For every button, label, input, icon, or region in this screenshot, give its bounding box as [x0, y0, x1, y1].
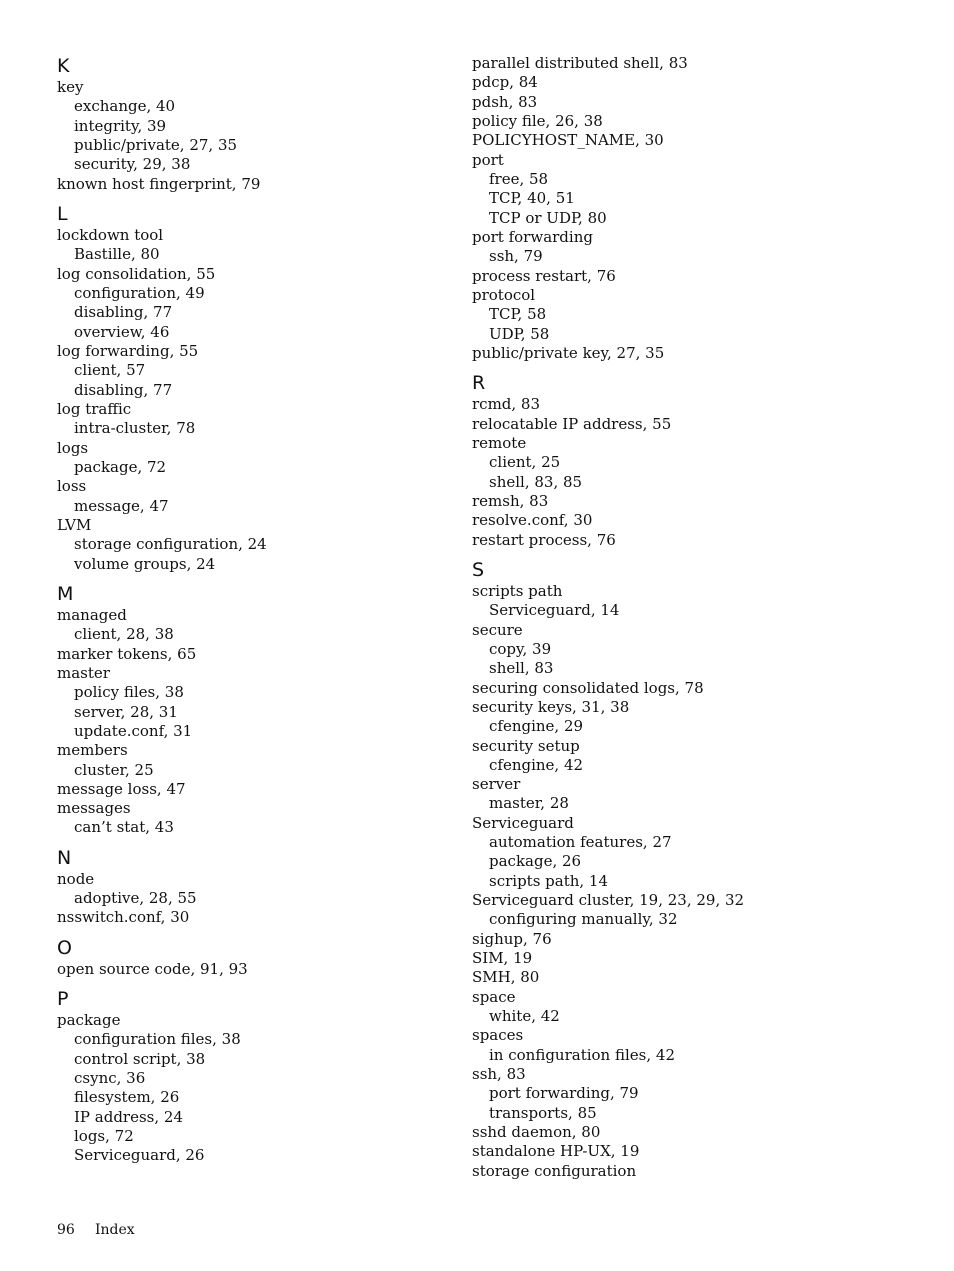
index-subentry: control script, 38: [74, 1049, 206, 1068]
section-letter: O: [57, 936, 72, 959]
index-subentry: overview, 46: [74, 322, 170, 341]
index-entry: storage configuration: [472, 1161, 637, 1180]
index-subentry: server, 28, 31: [74, 702, 178, 721]
index-entry: known host fingerprint, 79: [57, 174, 261, 193]
index-entry: lockdown tool: [57, 225, 164, 244]
index-subentry: disabling, 77: [74, 380, 173, 399]
index-subentry: shell, 83, 85: [489, 472, 583, 491]
index-entry: rcmd, 83: [472, 395, 541, 414]
index-subentry: Serviceguard, 26: [74, 1146, 205, 1165]
index-subentry: scripts path, 14: [489, 871, 609, 890]
index-entry: secure: [472, 620, 523, 639]
index-section: [472, 558, 912, 1181]
index-subentry: white, 42: [489, 1007, 560, 1026]
index-subentry: TCP or UDP, 80: [489, 208, 607, 227]
section-letter: K: [57, 55, 70, 77]
index-subentry: filesystem, 26: [74, 1088, 180, 1107]
index-subentry: client, 57: [74, 361, 146, 380]
index-entry: resolve.conf, 30: [472, 511, 593, 530]
index-subentry: cfengine, 42: [489, 755, 584, 774]
index-section: [57, 582, 437, 838]
footer-section-label: Index: [95, 1222, 135, 1238]
index-entry: spaces: [472, 1026, 524, 1045]
index-section: [472, 371, 912, 550]
section-letter: R: [472, 372, 486, 395]
index-subentry: IP address, 24: [74, 1107, 183, 1126]
page-footer: [57, 1222, 135, 1238]
index-subentry: configuration, 49: [74, 283, 205, 302]
index-subentry: cluster, 25: [74, 760, 154, 779]
index-subentry: logs, 72: [74, 1127, 134, 1146]
index-entry: master: [57, 663, 110, 682]
index-entry: parallel distributed shell, 83: [472, 54, 688, 72]
index-entry: remsh, 83: [472, 491, 549, 510]
index-section: [57, 54, 437, 194]
index-subentry: Serviceguard, 14: [489, 601, 620, 620]
index-subentry: security, 29, 38: [74, 155, 191, 174]
index-entry: port forwarding: [472, 227, 593, 246]
index-subentry: adoptive, 28, 55: [74, 889, 197, 908]
index-entry: log traffic: [57, 399, 132, 418]
index-entry: process restart, 76: [472, 266, 616, 285]
index-entry: POLICYHOST_NAME, 30: [472, 131, 664, 150]
index-subentry: in configuration files, 42: [489, 1045, 675, 1064]
index-entry: scripts path: [472, 581, 563, 600]
index-column-left: [57, 54, 437, 1174]
page-number: 96: [57, 1222, 75, 1238]
section-letter: M: [57, 582, 74, 605]
index-entry: restart process, 76: [472, 530, 616, 549]
index-subentry: policy files, 38: [74, 683, 184, 702]
index-subentry: csync, 36: [74, 1069, 146, 1088]
index-subentry: message, 47: [74, 496, 169, 515]
index-entry: security setup: [472, 736, 580, 755]
index-subentry: package, 26: [489, 852, 582, 871]
index-entry: logs: [57, 438, 89, 457]
index-subentry: disabling, 77: [74, 303, 173, 322]
index-subentry: TCP, 58: [489, 305, 547, 324]
index-subentry: exchange, 40: [74, 97, 176, 116]
index-section: [57, 846, 437, 928]
index-entry: loss: [57, 477, 87, 496]
index-entry: sighup, 76: [472, 929, 552, 948]
index-subentry: client, 28, 38: [74, 625, 174, 644]
index-entry: public/private key, 27, 35: [472, 343, 665, 362]
index-subentry: master, 28: [489, 794, 569, 813]
index-entry: Serviceguard: [472, 813, 574, 832]
index-entry: policy file, 26, 38: [472, 111, 603, 130]
index-entry: open source code, 91, 93: [57, 959, 248, 978]
index-subentry: intra-cluster, 78: [74, 419, 196, 438]
index-section: [472, 54, 912, 363]
index-entry: log forwarding, 55: [57, 341, 199, 360]
section-letter: P: [57, 988, 69, 1011]
index-section: [57, 202, 437, 574]
index-subentry: automation features, 27: [489, 833, 672, 852]
index-column-right: [472, 54, 912, 1189]
index-entry: pdcp, 84: [472, 73, 538, 92]
index-entry: server: [472, 775, 521, 794]
index-entry: key: [57, 78, 84, 96]
index-entry: members: [57, 741, 128, 760]
index-subentry: ssh, 79: [489, 247, 543, 266]
index-subentry: TCP, 40, 51: [489, 189, 575, 208]
index-subentry: shell, 83: [489, 659, 554, 678]
index-entry: pdsh, 83: [472, 92, 538, 111]
index-entry: nsswitch.conf, 30: [57, 908, 190, 927]
index-entry: SMH, 80: [472, 968, 540, 987]
index-subentry: port forwarding, 79: [489, 1084, 639, 1103]
index-section: [57, 936, 437, 979]
index-entry: remote: [472, 433, 527, 452]
index-entry: managed: [57, 605, 127, 624]
index-entry: space: [472, 987, 516, 1006]
index-subentry: can’t stat, 43: [74, 818, 174, 837]
index-subentry: configuration files, 38: [74, 1030, 241, 1049]
index-entry: ssh, 83: [472, 1065, 526, 1084]
index-entry: message loss, 47: [57, 779, 186, 798]
index-entry: securing consolidated logs, 78: [472, 678, 704, 697]
index-entry: LVM: [57, 515, 92, 534]
index-entry: SIM, 19: [472, 949, 533, 968]
index-entry: messages: [57, 799, 131, 818]
index-subentry: public/private, 27, 35: [74, 135, 238, 154]
index-entry: security keys, 31, 38: [472, 697, 630, 716]
index-subentry: package, 72: [74, 457, 167, 476]
index-entry: standalone HP-UX, 19: [472, 1142, 640, 1161]
index-entry: package: [57, 1011, 121, 1030]
index-subentry: free, 58: [489, 169, 549, 188]
index-subentry: copy, 39: [489, 639, 552, 658]
section-letter: N: [57, 846, 72, 869]
index-entry: marker tokens, 65: [57, 644, 197, 663]
index-subentry: integrity, 39: [74, 116, 167, 135]
index-subentry: configuring manually, 32: [489, 910, 678, 929]
index-entry: relocatable IP address, 55: [472, 414, 672, 433]
index-subentry: storage configuration, 24: [74, 535, 267, 554]
index-subentry: client, 25: [489, 453, 561, 472]
index-entry: Serviceguard cluster, 19, 23, 29, 32: [472, 891, 745, 910]
index-subentry: transports, 85: [489, 1103, 597, 1122]
index-subentry: UDP, 58: [489, 324, 550, 343]
index-entry: sshd daemon, 80: [472, 1123, 601, 1142]
index-entry: node: [57, 869, 95, 888]
index-entry: protocol: [472, 285, 536, 304]
index-subentry: Bastille, 80: [74, 245, 160, 264]
index-subentry: volume groups, 24: [74, 554, 216, 573]
index-section: [57, 987, 437, 1166]
index-subentry: update.conf, 31: [74, 721, 193, 740]
index-entry: log consolidation, 55: [57, 264, 216, 283]
index-entry: port: [472, 150, 504, 169]
section-letter: S: [472, 558, 485, 581]
index-subentry: cfengine, 29: [489, 717, 584, 736]
section-letter: L: [57, 202, 68, 225]
